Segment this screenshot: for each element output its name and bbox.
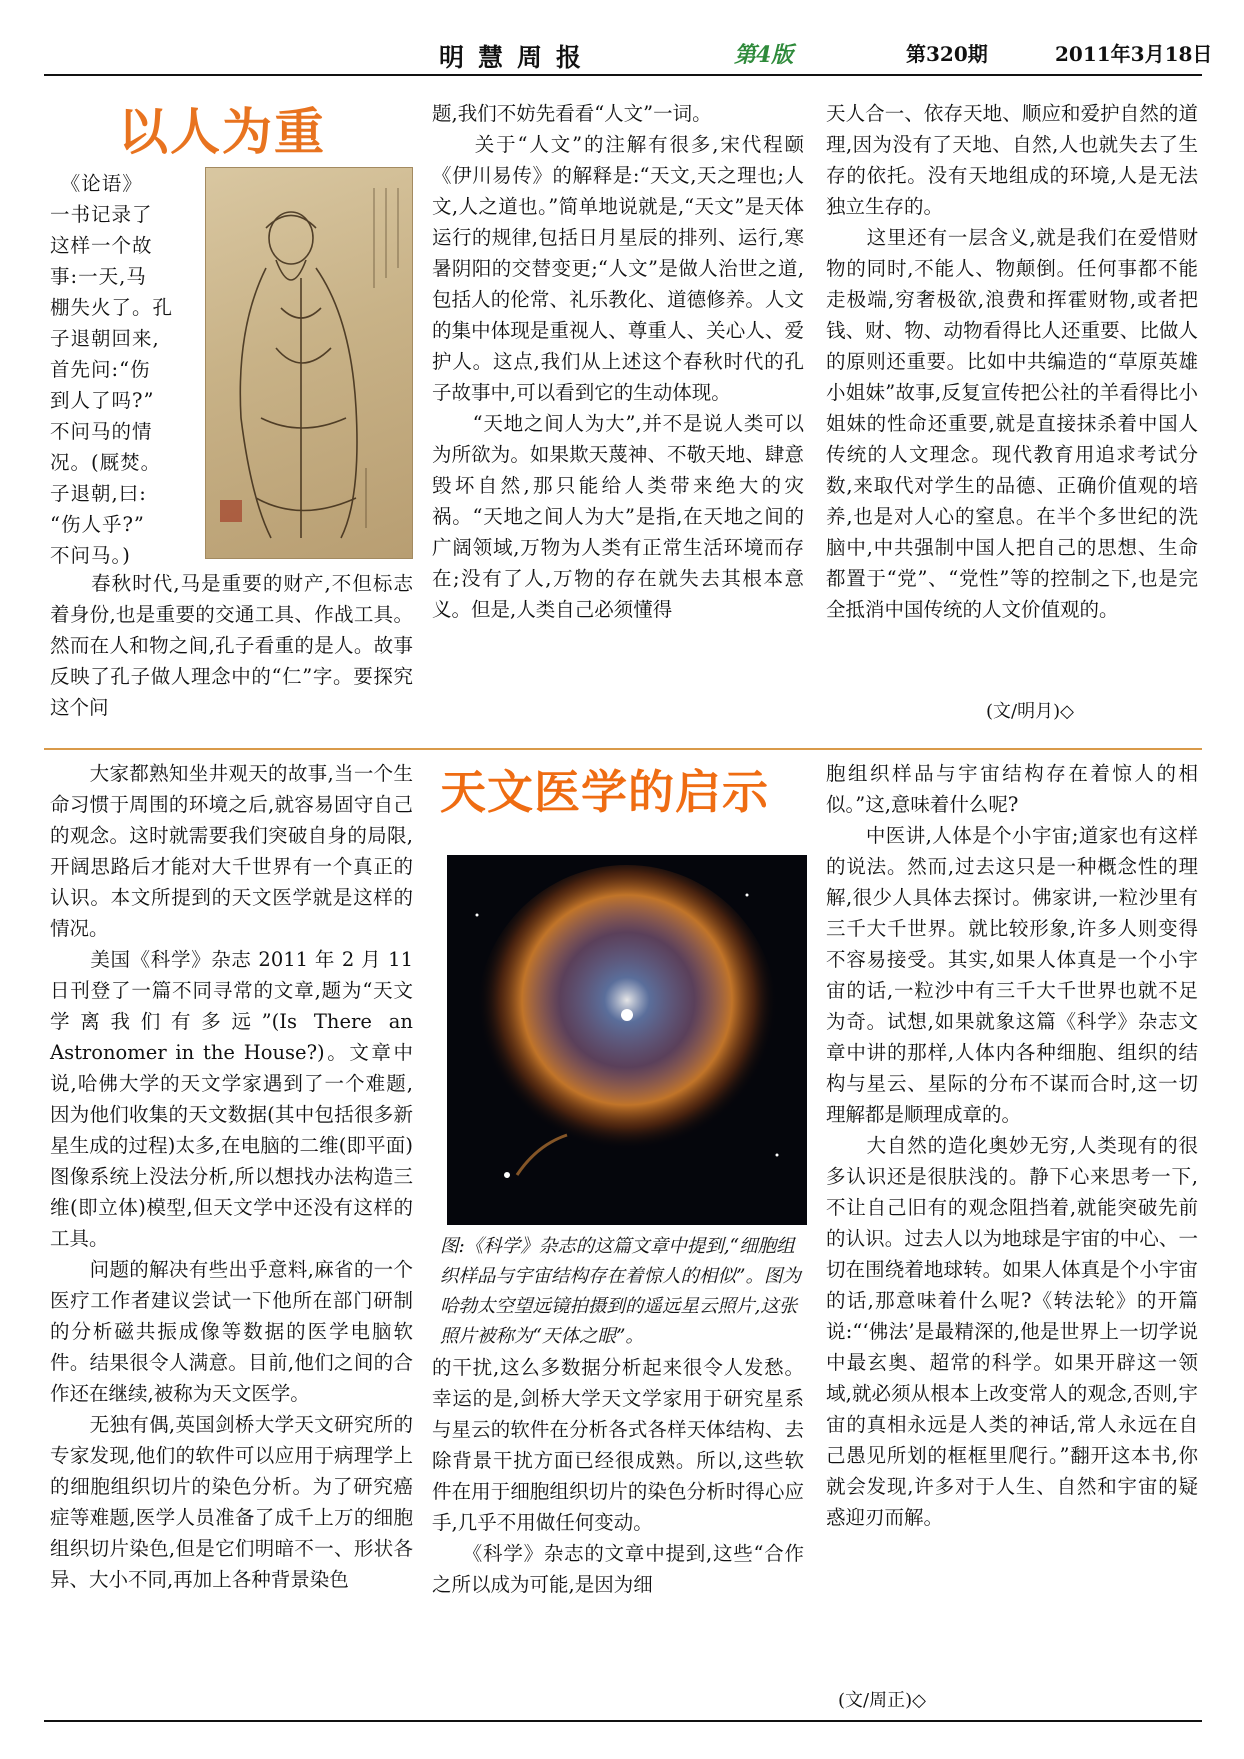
nebula-icon <box>447 855 807 1225</box>
article1-byline: (文/明月)◇ <box>986 701 1074 722</box>
issue-number: 第320期 <box>906 42 988 66</box>
edition-label: 第4版 <box>734 42 794 68</box>
paper-name: 明慧周报 <box>439 43 596 72</box>
article2-column3-text: 胞组织样品与宇宙结构存在着惊人的相似。”这,意味着什么呢? 中医讲,人体是个小宇宙;道家也有这样的说法。然而,过去这只是一种概念性的理解,很少人具体去探讨。佛家讲,一粒沙里有三千大千世界。就比较形象,许多人则变得不容易接受。其实,如果人体真是一个小宇宙的话,一粒沙中有三千大千世界也就不足为奇。试想,如果就象这篇《科学》杂志文章中讲的那样,人体内各种细胞、组织的结构与星云、星际的分布不谋而合时,这一切理解都是顺理成章的。 大自然的造化奥妙无穷,人类现有的很多认识还是很肤浅的。静下心来思考一下,不让自己旧有的观念阻挡着,就能突破先前的认识。过去人以为地球是宇宙的中心、一切在围绕着地球转。如果人体真是个小宇宙的话,那意味着什么呢?《转法轮》的开篇说:“‘佛法’是最精深的,他是世界上一切学说中最玄奥、超常的科学。如果开辟这一领域,就必须从根本上改变常人的观念,否则,宇宙的真相永远是人类的神话,常人永远在自己愚见所划的框框里爬行。”翻开这本书,你就会发现,许多对于人生、自然和宇宙的疑惑迎刃而解。 <box>826 762 1198 1529</box>
footer-rule <box>44 1720 1202 1722</box>
header-rule <box>44 74 1202 76</box>
article2-column1-text: 大家都熟知坐井观天的故事,当一个生命习惯于周围的环境之后,就容易固守自己的观念。这时就需要我们突破自身的局限,开阔思路后才能对大千世界有一个真正的认识。本文所提到的天文医学就是这样的情况。 美国《科学》杂志 2011 年 2 月 11 日刊登了一篇不同寻常的文章,题为“天文学离我们有多远”(Is There an Astronomer in the House?)。文章中说,哈佛大学的天文学家遇到了一个难题,因为他们收集的天文数据(其中包括很多新星生成的过程)太多,在电脑的二维(即平面)图像系统上没法分析,所以想找办法构造三维(即立体)模型,但天文学中还没有这样的工具。 问题的解决有些出乎意料,麻省的一个医疗工作者建议尝试一下他所在部门研制的分析磁共振成像等数据的医学电脑软件。结果很令人满意。目前,他们之间的合作还在继续,被称为天文医学。 无独有偶,英国剑桥大学天文研究所的专家发现,他们的软件可以应用于病理学上的细胞组织切片的染色分析。为了研究癌症等难题,医学人员准备了成千上万的细胞组织切片染色,但是它们明暗不一、形状各异、大小不同,再加上各种背景染色 <box>50 762 413 1591</box>
article1-column1-text: 春秋时代,马是重要的财产,不但标志着身份,也是重要的交通工具、作战工具。然而在人和物之间,孔子看重的是人。故事反映了孔子做人理念中的“仁”字。要探究这个问 <box>50 572 413 719</box>
page-header <box>44 38 1213 74</box>
confucius-portrait-image <box>205 167 413 559</box>
article2-column2-text: 的干扰,这么多数据分析起来很令人发愁。幸运的是,剑桥大学天文学家用于研究星系与星云的软件在分析各式各样天体结构、去除背景干扰方面已经很成熟。所以,这些软件在用于细胞组织切片的染色分析时得心应手,几乎不用做任何变动。 《科学》杂志的文章中提到,这些“合作之所以成为可能,是因为细 <box>432 1356 804 1596</box>
confucius-figure-icon <box>206 168 412 558</box>
nebula-photo-image <box>447 855 807 1225</box>
article1-column2-text: 题,我们不妨先看看“人文”一词。 关于“人文”的注解有很多,宋代程颐《伊川易传》的解释是:“天文,天之理也;人文,人之道也。”简单地说就是,“天文”是天体运行的规律,包括日月星辰的排列、运行,寒暑阴阳的交替变更;“人文”是做人治世之道,包括人的伦常、礼乐教化、道德修养。人文的集中体现是重视人、尊重人、关心人、爱护人。这点,我们从上述这个春秋时代的孔子故事中,可以看到它的生动体现。 “天地之间人为大”,并不是说人类可以为所欲为。如果欺天蔑神、不敬天地、肆意毁坏自然,那只能给人类带来绝大的灾祸。“天地之间人为大”是指,在天地之间的广阔领域,万物为人类有正常生活环境而存在;没有了人,万物的存在就失去其根本意义。但是,人类自己必须懂得 <box>432 102 804 621</box>
article2-title: 天文医学的启示 <box>440 765 769 819</box>
issue-date: 2011年3月18日 <box>1055 42 1213 66</box>
article2-byline: (文/周正)◇ <box>838 1690 926 1711</box>
article1-title: 以人为重 <box>118 103 326 161</box>
nebula-photo-caption: 图:《科学》杂志的这篇文章中提到,“细胞组织样品与宇宙结构存在着惊人的相似”。图为哈勃太空望远镜拍摄到的遥远星云照片,这张照片被称为“天体之眼”。 <box>440 1236 801 1347</box>
article1-column3-text: 天人合一、依存天地、顺应和爱护自然的道理,因为没有了天地、自然,人也就失去了生存的依托。没有天地组成的环境,人是无法独立生存的。 这里还有一层含义,就是我们在爱惜财物的同时,不能人、物颠倒。任何事都不能走极端,穷奢极欲,浪费和挥霍财物,或者把钱、财、物、动物看得比人还重要、比做人的原则还重要。比如中共编造的“草原英雄小姐妹”故事,反复宣传把公社的羊看得比小姐妹的性命还重要,就是直接抹杀着中国人传统的人文理念。现代教育用追求考试分数,来取代对学生的品德、正确价值观的培养,也是对人心的窒息。在半个多世纪的洗脑中,中共强制中国人把自己的思想、生命都置于“党”、“党性”等的控制之下,也是完全抵消中国传统的人文价值观的。 <box>826 102 1198 621</box>
section-divider <box>44 748 1202 750</box>
article1-intro-text: 《论语》 一书记录了 这样一个故 事:一天,马 棚失火了。孔 子退朝回来, 首先问:“伤 到人了吗?” 不问马的情 况。(厩焚。 子退朝,曰: “伤人乎?” 不问马。) <box>50 172 174 567</box>
